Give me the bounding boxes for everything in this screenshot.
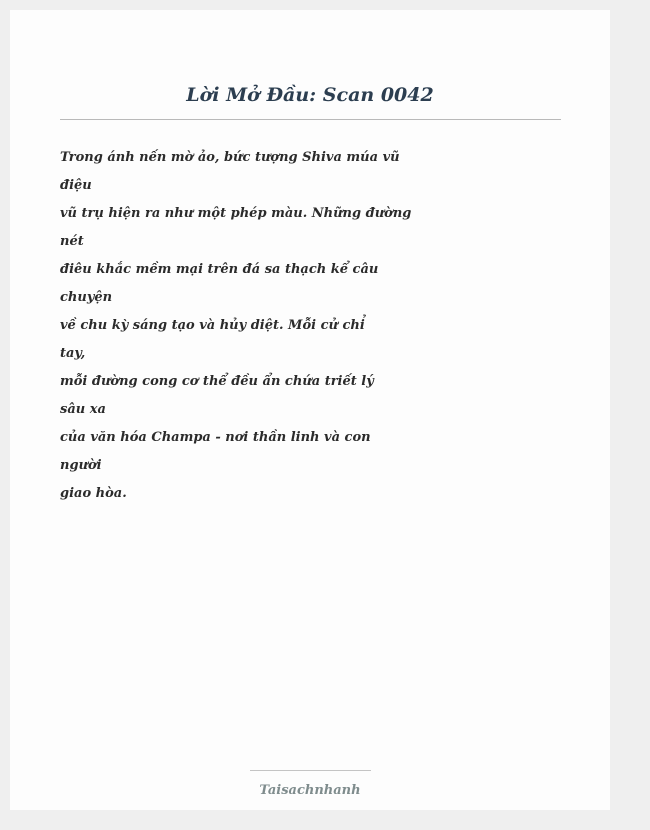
document-page: [10, 10, 610, 810]
poem-line: vũ trụ hiện ra như một phép màu. Những đường: [60, 206, 412, 221]
poem-line: Trong ánh nến mờ ảo, bức tượng Shiva múa vũ: [60, 150, 400, 165]
poem-line: tay,: [60, 346, 86, 361]
poem-line: mỗi đường cong cơ thể đều ẩn chứa triết lý: [60, 374, 374, 389]
poem-line: nét: [60, 234, 84, 249]
footer-divider: [250, 770, 371, 771]
page-title: Lời Mở Đầu: Scan 0042: [186, 84, 434, 106]
poem-line: điệu: [60, 178, 92, 193]
poem-line: sâu xa: [60, 402, 106, 417]
poem-line: về chu kỳ sáng tạo và hủy diệt. Mỗi cử chỉ: [60, 318, 365, 333]
poem-line: giao hòa.: [60, 486, 127, 501]
poem-body: [60, 144, 412, 508]
poem-line: của văn hóa Champa - nơi thần linh và con: [60, 430, 371, 445]
footer-text: Taisachnhanh: [259, 783, 361, 798]
title-divider: [60, 119, 561, 120]
poem-line: người: [60, 458, 102, 473]
poem-line: chuyện: [60, 290, 113, 305]
poem-line: điêu khắc mềm mại trên đá sa thạch kể câu: [60, 262, 379, 277]
